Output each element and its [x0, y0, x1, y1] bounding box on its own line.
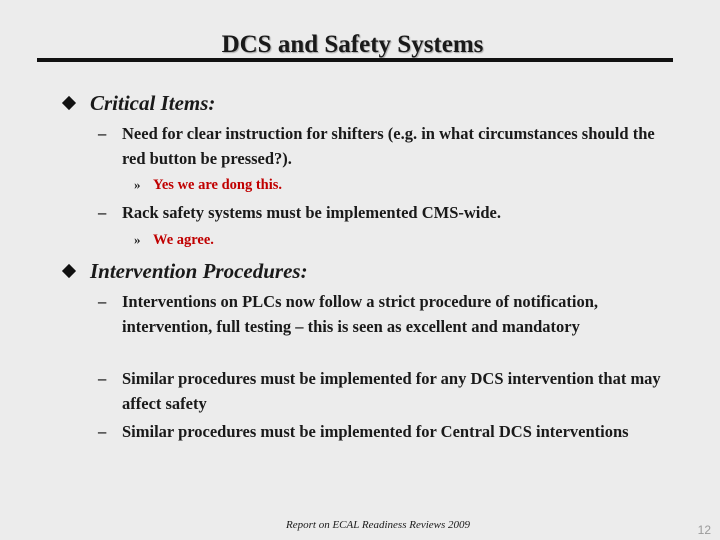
dash-bullet: –: [98, 203, 107, 222]
dash-bullet: –: [98, 369, 107, 388]
bullet-item: [98, 122, 668, 171]
section-heading: Critical Items:: [90, 91, 216, 115]
bullet-item: [98, 367, 668, 416]
bullet-text: Similar procedures must be implemented for any DCS intervention that may affect safety: [122, 369, 661, 413]
chevron-bullet: »: [134, 232, 141, 247]
slide-title: DCS and Safety Systems: [221, 31, 484, 58]
section-heading: Intervention Procedures:: [90, 259, 308, 283]
response-text: We agree.: [153, 232, 214, 248]
dash-bullet: –: [98, 124, 107, 143]
slide-footer: Report on ECAL Readiness Reviews 2009: [286, 519, 471, 531]
page-number: 12: [697, 523, 711, 537]
chevron-bullet: »: [134, 177, 141, 192]
bullet-text: Similar procedures must be implemented for Central DCS interventions: [122, 422, 629, 441]
title-underline: [37, 58, 673, 62]
response-text: Yes we are dong this.: [153, 177, 283, 193]
bullet-text: Rack safety systems must be implemented CMS-wide.: [122, 203, 502, 222]
diamond-bullet-icon: [62, 264, 76, 278]
dash-bullet: –: [98, 292, 107, 311]
bullet-text: Need for clear instruction for shifters (e.g. in what circumstances should the red button be pressed?).: [122, 124, 655, 168]
bullet-item: [98, 420, 668, 445]
diamond-bullet-icon: [62, 96, 76, 110]
dash-bullet: –: [98, 422, 107, 441]
bullet-item: [98, 201, 668, 226]
bullet-item: [98, 290, 668, 339]
bullet-text: Interventions on PLCs now follow a strict procedure of notification, intervention, full testing – this is seen as excellent and mandatory: [122, 292, 599, 336]
